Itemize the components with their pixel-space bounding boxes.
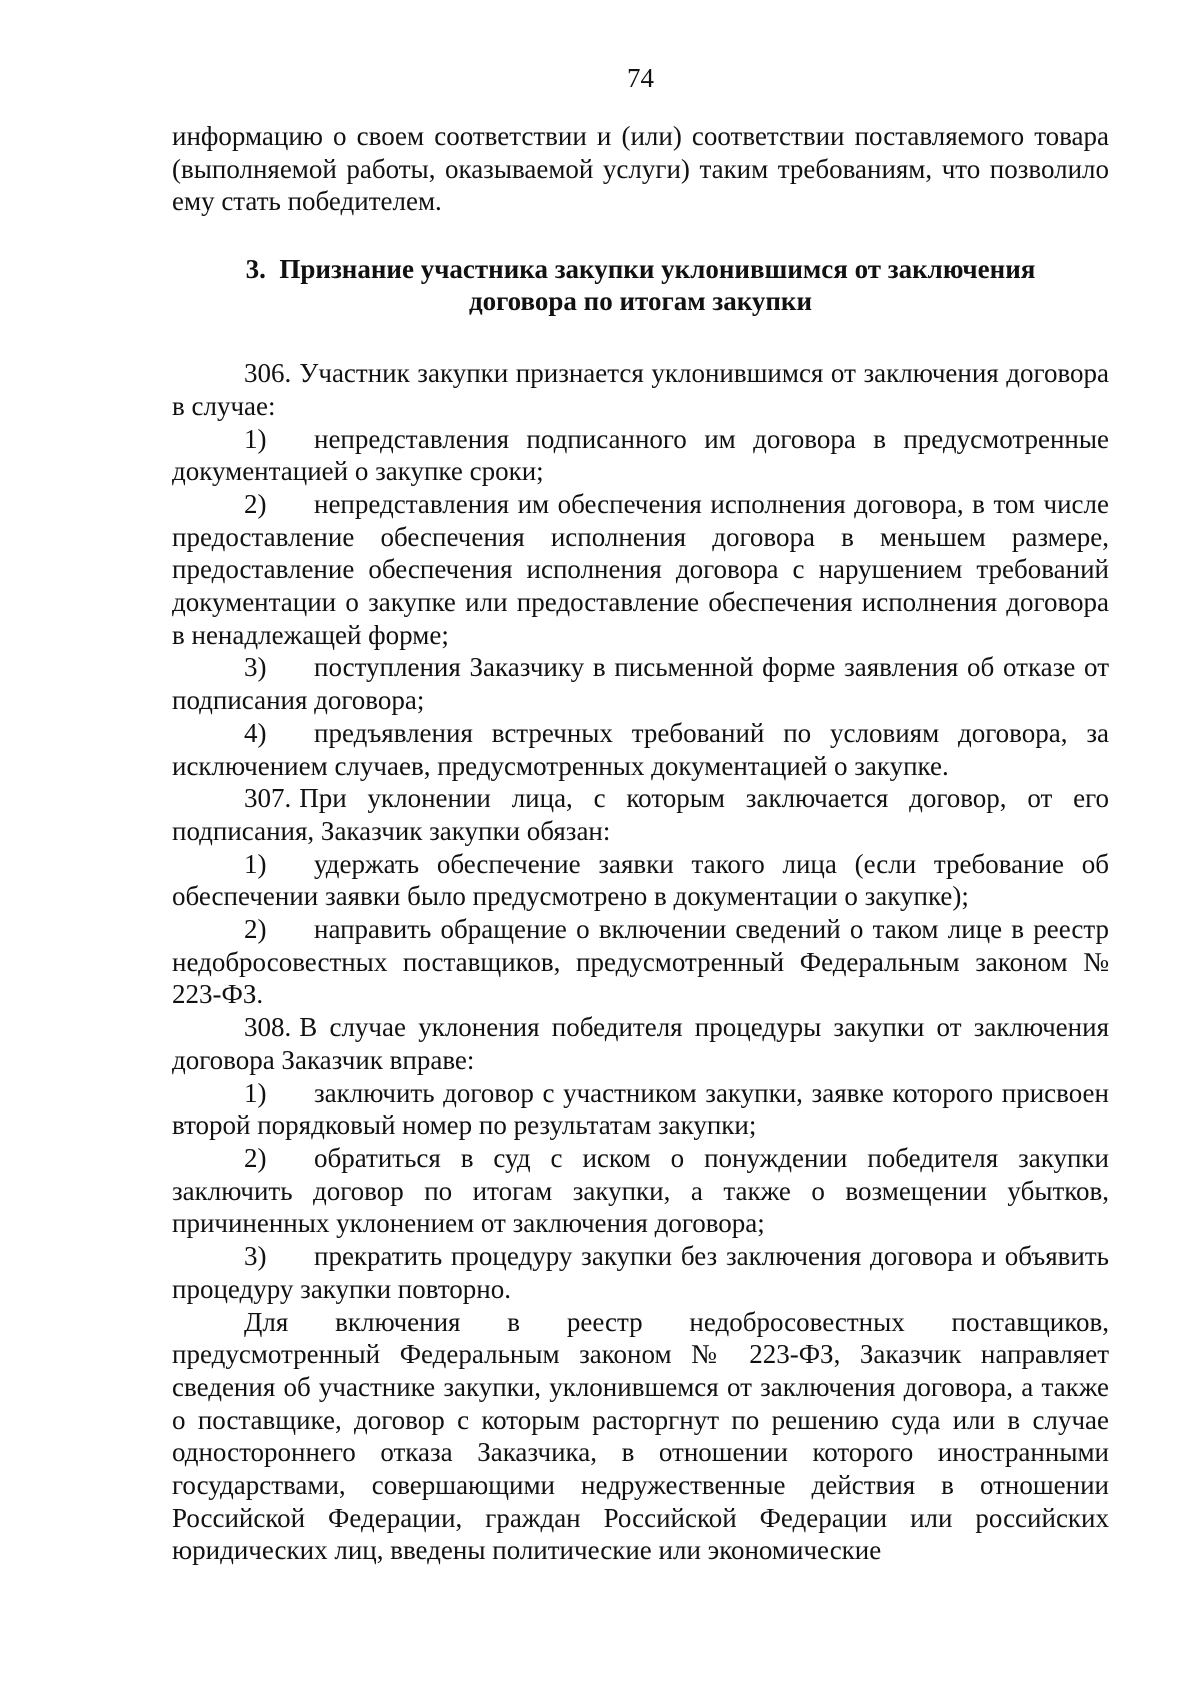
page-number: 74	[627, 63, 654, 93]
item-text: непредставления подписанного им договора в предусмотренные документацией о закупке сроки;	[172, 423, 1109, 487]
item-text: заключить договор с участником закупки, заявке которого присвоен второй порядковый номер по результатам закупки;	[172, 1077, 1109, 1141]
item-text: непредставления им обеспечения исполнения договора, в том числе предоставление обеспечения исполнения договора в меньшем размере, предоставление обеспечения исполнения договора с нарушением требований документации о закупке или предоставление обеспечения исполнения договора в ненадлежащей форме;	[172, 488, 1109, 650]
clause-306	[172, 357, 1109, 422]
item-text: прекратить процедуру закупки без заключения договора и объявить процедуру закупки повторно.	[172, 1241, 1109, 1304]
intro-paragraph: информацию о своем соответствии и (или) соответствии поставляемого товара (выполняемой работы, оказываемой услуги) таким требованиям, что позволило ему стать победителем.	[172, 121, 1109, 217]
clause-306-item-1	[172, 423, 1109, 488]
clause-308-item-1	[172, 1077, 1109, 1142]
item-number: 3)	[244, 652, 267, 683]
item-number: 2)	[244, 1142, 267, 1173]
item-text: поступления Заказчику в письменной форме заявления об отказе от подписания договора;	[172, 652, 1109, 716]
clause-307-text: При уклонении лица, с которым заключается договор, от его подписания, Заказчик закупки обязан:	[172, 783, 1109, 846]
clause-308-text: В случае уклонения победителя процедуры закупки от заключения договора Заказчик вправе:	[172, 1012, 1109, 1075]
item-number: 1)	[244, 423, 267, 454]
clause-306-item-2	[172, 488, 1109, 652]
clause-306-text: Участник закупки признается уклонившимся от заключения договора в случае:	[172, 358, 1109, 421]
clause-307-item-1	[172, 848, 1109, 913]
clause-306-item-3	[172, 651, 1109, 716]
item-number: 2)	[244, 914, 267, 945]
section-number: 3.	[245, 254, 266, 285]
item-number: 2)	[244, 488, 267, 519]
section-heading	[172, 253, 1109, 317]
item-text: обратиться в суд с иском о понуждении победителя закупки заключить договор по итогам закупки, а также о возмещении убытков, причиненных уклонением от заключения договора;	[172, 1142, 1109, 1239]
clause-308	[172, 1011, 1109, 1076]
item-number: 4)	[244, 717, 267, 748]
final-paragraph: Для включения в реестр недобросовестных поставщиков, предусмотренный Федеральным законом № 223-ФЗ, Заказчик направляет сведения об участнике закупки, уклонившемся от заключения договора, а также о поставщике, договор с которым расторгнут по решению суда или в случае одностороннего отказа Заказчика, в отношении которого иностранными государствами, совершающими недружественные действия в отношении Российской Федерации, граждан Российской Федерации или российских юридических лиц, введены политические или экономические	[172, 1306, 1109, 1566]
clause-306-number: 306.	[244, 358, 292, 389]
clause-306-item-4	[172, 717, 1109, 782]
section-heading-line-1	[172, 253, 1109, 285]
section-title-line-1: Признание участника закупки уклонившимся от заключения	[279, 254, 1036, 285]
item-number: 1)	[244, 1077, 267, 1108]
clause-308-item-2	[172, 1142, 1109, 1240]
clause-307-item-2	[172, 913, 1109, 1011]
section-title-line-2: договора по итогам закупки	[468, 286, 813, 317]
document-page	[172, 62, 1109, 1567]
clause-307	[172, 782, 1109, 847]
clause-308-number: 308.	[244, 1012, 292, 1043]
item-text: направить обращение о включении сведений о таком лице в реестр недобросовестных поставщиков, предусмотренный Федеральным законом № 223-ФЗ.	[172, 914, 1109, 1010]
item-number: 1)	[244, 848, 267, 879]
item-text: удержать обеспечение заявки такого лица (если требование об обеспечении заявки было предусмотрено в документации о закупке);	[172, 848, 1109, 912]
item-number: 3)	[244, 1241, 267, 1272]
clause-307-number: 307.	[244, 783, 292, 814]
clause-308-item-3	[172, 1240, 1109, 1305]
item-text: предъявления встречных требований по условиям договора, за исключением случаев, предусмотренных документацией о закупке.	[172, 717, 1109, 781]
